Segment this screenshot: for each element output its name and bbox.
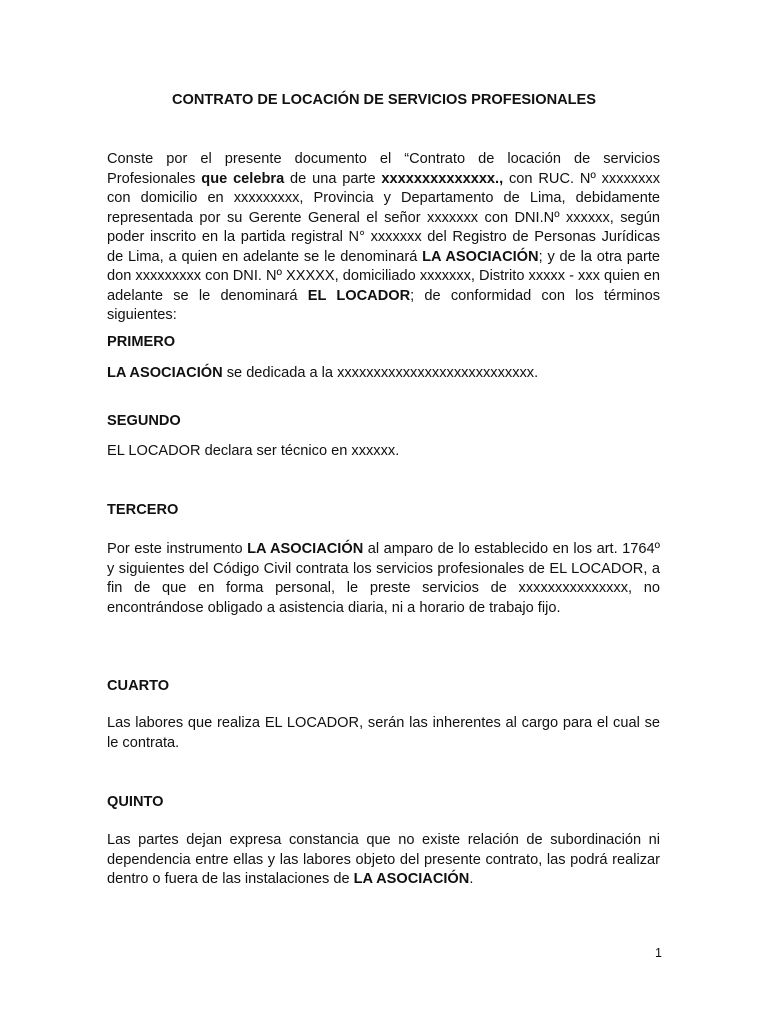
- page-number: 1: [655, 946, 662, 960]
- primero-paragraph: [107, 364, 660, 384]
- primero-text-1: se dedicada a la xxxxxxxxxxxxxxxxxxxxxxxxxxx.: [222, 365, 539, 381]
- cuarto-paragraph: Las labores que realiza EL LOCADOR, serán las inherentes al cargo para el cual se le contrata.: [107, 715, 660, 751]
- intro-bold-3: LA ASOCIACIÓN: [422, 248, 539, 265]
- intro-paragraph: [107, 150, 660, 326]
- heading-cuarto: CUARTO: [107, 678, 170, 694]
- intro-text-1: Conste por el presente documento el “Contrato de locación de servicios Profesionales: [107, 151, 660, 187]
- intro-text-5: ; de conformidad con los términos siguientes:: [107, 287, 661, 323]
- heading-quinto: QUINTO: [107, 794, 164, 810]
- heading-primero: PRIMERO: [107, 334, 176, 350]
- quinto-text-2: .: [469, 871, 474, 887]
- segundo-paragraph: EL LOCADOR declara ser técnico en xxxxxx.: [107, 443, 400, 459]
- quinto-paragraph: [107, 831, 660, 890]
- tercero-text-2: al amparo de lo establecido en los art. 1764º y siguientes del Código Civil contrata los servicios profesionales de EL LOCADOR, a fin de que en forma personal, le preste servicios de xxxxxxxxxxxxxxx, no encontrándose obligado a asistencia diaria, ni a horario de trabajo fijo.: [107, 541, 660, 616]
- primero-bold-1: LA ASOCIACIÓN: [107, 365, 223, 381]
- quinto-bold-1: LA ASOCIACIÓN: [353, 871, 470, 887]
- tercero-paragraph: [107, 540, 660, 618]
- intro-bold-2: xxxxxxxxxxxxxx.,: [381, 170, 504, 187]
- intro-bold-1: que celebra: [201, 170, 285, 187]
- heading-segundo: SEGUNDO: [107, 413, 181, 429]
- tercero-text-1: Por este instrumento: [107, 541, 248, 557]
- document-title: CONTRATO DE LOCACIÓN DE SERVICIOS PROFESIONALES: [171, 92, 597, 108]
- intro-text-4: ; y de la otra parte don xxxxxxxxx con DNI. Nº XXXXX, domiciliado xxxxxxx, Distrito xxxxx - xxx quien en adelante se le denominará: [107, 248, 660, 304]
- intro-bold-4: EL LOCADOR: [307, 287, 411, 304]
- heading-tercero: TERCERO: [107, 502, 179, 518]
- quinto-text-1: Las partes dejan expresa constancia que no existe relación de subordinación ni dependencia entre ellas y las labores objeto del presente contrato, las podrá realizar dentro o fuera de las instalaciones de: [107, 832, 660, 887]
- intro-text-3: con RUC. Nº xxxxxxxx con domicilio en xxxxxxxxx, Provincia y Departamento de Lima, debidamente representada por su Gerente General el señor xxxxxxx con DNI.Nº xxxxxx, según poder inscrito en la partida registral N° xxxxxxx del Registro de Personas Jurídicas de Lima, a quien en adelante se le denominará: [107, 170, 660, 265]
- tercero-bold-1: LA ASOCIACIÓN: [247, 541, 364, 557]
- intro-text-2: de una parte: [284, 170, 382, 187]
